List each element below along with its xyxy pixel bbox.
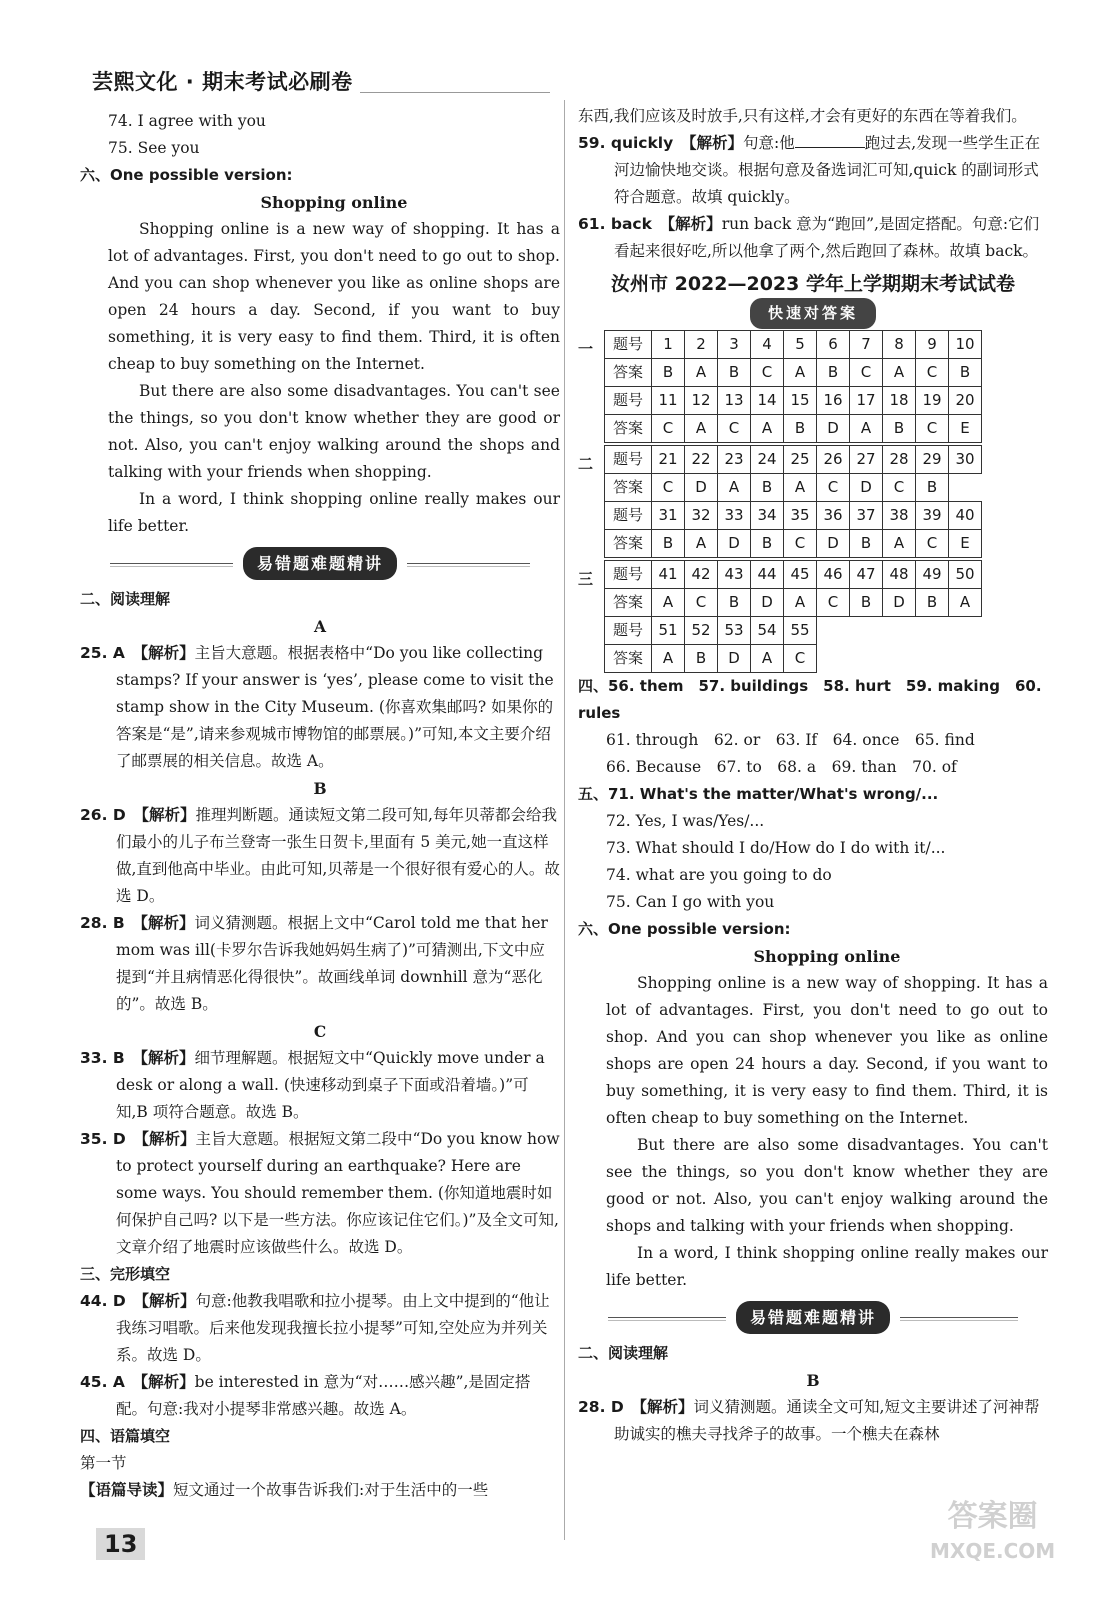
section-5-answer-73: 73. What should I do/How do I do with it/... — [606, 839, 946, 857]
answer-cell: 33 — [718, 502, 751, 530]
answer-section-label: 一 — [578, 340, 594, 358]
guide-continuation: 东西,我们应该及时放手,只有这样,才会有更好的东西在等着我们。 — [578, 107, 1027, 125]
answer-cell: 51 — [652, 617, 685, 645]
answer-cell: B — [652, 359, 685, 387]
answer-cell: C — [751, 359, 784, 387]
answer-cell: 16 — [817, 387, 850, 415]
answer-table-row — [605, 561, 982, 589]
answer-cell: A — [718, 474, 751, 502]
answer-cell: A — [685, 530, 718, 558]
answer-cell: 35 — [784, 502, 817, 530]
row-header-cell: 题号 — [605, 331, 652, 359]
section-5-answer-71: 五、71. What's the matter/What's wrong/... — [578, 785, 939, 803]
essay-left — [80, 189, 560, 540]
difficult-questions-banner — [80, 544, 560, 582]
section-4-answers-line-2: 61. through 62. or 63. If 64. once 65. find — [606, 731, 975, 749]
answer-section-2 — [578, 445, 1048, 558]
essay-right-paragraph-1: Shopping online is a new way of shopping. It has a lot of advantages. First, you don't need to go out to shop. And you can shop whenever you like as online shops are open 24 hours a day. Second, if you want to buy something, it is very easy to find them. Third, it is often cheap to buy something on the Internet. — [606, 974, 1048, 1127]
answer-cell: 38 — [883, 502, 916, 530]
answer-table-row — [605, 645, 982, 673]
answer-cell: B — [718, 359, 751, 387]
watermark-line-2: MXQE.COM — [930, 1539, 1056, 1563]
answer-cell: 14 — [751, 387, 784, 415]
answer-table — [604, 330, 982, 443]
answer-cell: C — [652, 474, 685, 502]
answer-cell: D — [751, 589, 784, 617]
row-header-cell: 题号 — [605, 502, 652, 530]
question-44: 44. D 【解析】句意:他教我唱歌和拉小提琴。由上文中提到的“他让我练习唱歌。后来他发现我擅长拉小提琴”可知,空处应为并列关系。故选 D。 — [80, 1292, 550, 1364]
exam-title: 汝州市 2022—2023 学年上学期期末考试试卷 — [611, 273, 1015, 295]
question-61: 61. back 【解析】run back 意为“跑回”,是固定搭配。句意:它们看起来很好吃,所以他拿了两个,然后跑回了森林。故填 back。 — [578, 215, 1040, 260]
row-header-cell: 题号 — [605, 561, 652, 589]
answer-cell: B — [751, 530, 784, 558]
answer-cell: E — [949, 415, 982, 443]
answer-cell: A — [784, 589, 817, 617]
page-header-title: 芸熙文化 · 期末考试必刷卷 — [92, 70, 353, 94]
answer-cell: C — [883, 474, 916, 502]
right-column — [578, 103, 1048, 1448]
answer-table — [604, 560, 982, 673]
question-35: 35. D 【解析】主旨大意题。根据短文第二段中“Do you know how to protect yourself during an earthquake? Here are some ways. You should remember them. (你知道地震时如何保护自己吗? 以下是一些方法。你应该记住它们。)”及全文可知,文章介绍了地震时应该做些什么。故选 D。 — [80, 1130, 560, 1256]
banner-label-right: 易错题难题精讲 — [736, 1301, 890, 1334]
answer-cell: 49 — [916, 561, 949, 589]
answer-cell: C — [784, 645, 817, 673]
answer-cell: 8 — [883, 331, 916, 359]
part-b-label-right: B — [806, 1371, 820, 1390]
part-b-label: B — [313, 779, 327, 798]
answer-table — [604, 445, 982, 558]
row-header-cell: 答案 — [605, 530, 652, 558]
answer-cell: 18 — [883, 387, 916, 415]
answer-cell: 31 — [652, 502, 685, 530]
answer-cell: A — [883, 530, 916, 558]
answer-cell: B — [784, 415, 817, 443]
answer-cell: 36 — [817, 502, 850, 530]
answer-cell: 17 — [850, 387, 883, 415]
answer-table-row — [605, 415, 982, 443]
answer-cell: 44 — [751, 561, 784, 589]
answer-cell: D — [817, 415, 850, 443]
answer-cell: 40 — [949, 502, 982, 530]
answer-cell: 30 — [949, 446, 982, 474]
answer-section-label: 三 — [578, 570, 594, 588]
answer-75: 75. See you — [108, 139, 200, 157]
answer-cell: 4 — [751, 331, 784, 359]
question-59: 59. quickly 【解析】句意:他 跑过去,发现一些学生正在河边愉快地交谈。根据句意及备选词汇可知,quick 的副词形式符合题意。故填 quickly。 — [578, 134, 1041, 206]
answer-cell: 29 — [916, 446, 949, 474]
answer-cell: 9 — [916, 331, 949, 359]
answer-cell: D — [850, 474, 883, 502]
answer-cell: B — [718, 589, 751, 617]
essay-right-paragraph-3: In a word, I think shopping online really makes our life better. — [606, 1244, 1048, 1289]
row-header-cell: 题号 — [605, 387, 652, 415]
section-5-answer-74: 74. what are you going to do — [606, 866, 832, 884]
answer-cell: 53 — [718, 617, 751, 645]
answer-cell: 20 — [949, 387, 982, 415]
header-rule — [360, 92, 550, 93]
answer-cell: C — [916, 415, 949, 443]
answer-cell: 21 — [652, 446, 685, 474]
row-header-cell: 题号 — [605, 446, 652, 474]
answer-cell: 6 — [817, 331, 850, 359]
row-header-cell: 题号 — [605, 617, 652, 645]
question-33: 33. B 【解析】细节理解题。根据短文中“Quickly move under a desk or along a wall. (快速移动到桌子下面或沿着墙。)”可知,B 项符合题意。故选 B。 — [80, 1049, 545, 1121]
answer-cell: C — [685, 589, 718, 617]
answer-cell: 12 — [685, 387, 718, 415]
answer-cell: 13 — [718, 387, 751, 415]
answer-cell: C — [916, 530, 949, 558]
answer-cell: 55 — [784, 617, 817, 645]
essay-right — [578, 943, 1048, 1294]
answer-cell: 27 — [850, 446, 883, 474]
answer-table-row — [605, 359, 982, 387]
answer-table-row — [605, 474, 982, 502]
question-45: 45. A 【解析】be interested in 意为“对……感兴趣”,是固定搭配。句意:我对小提琴非常感兴趣。故选 A。 — [80, 1373, 531, 1418]
answer-cell: A — [784, 474, 817, 502]
answer-table-row — [605, 446, 982, 474]
watermark-line-1: 答案圈 — [947, 1499, 1038, 1534]
row-header-cell: 答案 — [605, 589, 652, 617]
answer-cell: D — [718, 645, 751, 673]
section-2-heading: 二、阅读理解 — [80, 590, 171, 608]
row-header-cell: 答案 — [605, 415, 652, 443]
section-6-heading-right: 六、One possible version: — [578, 920, 791, 938]
answer-cell: 7 — [850, 331, 883, 359]
essay-title: Shopping online — [260, 193, 408, 212]
answer-cell: 25 — [784, 446, 817, 474]
answer-cell: 26 — [817, 446, 850, 474]
answer-cell: A — [685, 415, 718, 443]
answer-section-label: 二 — [578, 455, 594, 473]
banner-label: 易错题难题精讲 — [243, 547, 397, 580]
answer-cell: D — [685, 474, 718, 502]
answer-table-row — [605, 331, 982, 359]
answer-cell: 52 — [685, 617, 718, 645]
section-6-heading: 六、One possible version: — [80, 166, 293, 184]
answer-cell: A — [784, 359, 817, 387]
answer-74: 74. I agree with you — [108, 112, 266, 130]
answer-cell: B — [850, 589, 883, 617]
answer-cell: 45 — [784, 561, 817, 589]
watermark — [930, 1500, 1055, 1568]
section-2-heading-right: 二、阅读理解 — [578, 1344, 669, 1362]
answer-cell: C — [718, 415, 751, 443]
answer-cell: A — [652, 589, 685, 617]
answer-cell: C — [652, 415, 685, 443]
answer-cell: 50 — [949, 561, 982, 589]
answer-cell: B — [685, 645, 718, 673]
answer-cell: E — [949, 530, 982, 558]
section-4-answers-line-3: 66. Because 67. to 68. a 69. than 70. of — [606, 758, 957, 776]
answer-cell: B — [916, 589, 949, 617]
answer-cell: B — [883, 415, 916, 443]
answer-table-row — [605, 589, 982, 617]
answer-cell: 15 — [784, 387, 817, 415]
answer-cell: 48 — [883, 561, 916, 589]
answer-cell: A — [751, 415, 784, 443]
part-c-label: C — [313, 1022, 327, 1041]
section-5-answer-75: 75. Can I go with you — [606, 893, 775, 911]
answer-cell: A — [949, 589, 982, 617]
answer-cell: B — [652, 530, 685, 558]
answer-cell: 10 — [949, 331, 982, 359]
quick-answer-label: 快速对答案 — [750, 298, 876, 329]
answer-cell: A — [652, 645, 685, 673]
answer-cell: 22 — [685, 446, 718, 474]
question-28: 28. B 【解析】词义猜测题。根据上文中“Carol told me that her mom was ill(卡罗尔告诉我她妈妈生病了)”可猜测出,下文中应提到“并且病情恶化得很快”。故画线单词 downhill 意为“恶化的”。故选 B。 — [80, 914, 548, 1013]
answer-cell: B — [817, 359, 850, 387]
answer-table-row — [605, 387, 982, 415]
answer-table-row — [605, 530, 982, 558]
section-3-heading: 三、完形填空 — [80, 1265, 171, 1283]
passage-guide: 【语篇导读】短文通过一个故事告诉我们:对于生活中的一些 — [80, 1481, 489, 1499]
row-header-cell: 答案 — [605, 645, 652, 673]
answer-cell: 5 — [784, 331, 817, 359]
question-26: 26. D 【解析】推理判断题。通读短文第二段可知,每年贝蒂都会给我们最小的儿子布兰登寄一张生日贺卡,里面有 5 美元,她一直这样做,直到他高中毕业。由此可知,贝蒂是一个很好很有爱心的人。故选 D。 — [80, 806, 560, 905]
section-5-answer-72: 72. Yes, I was/Yes/... — [606, 812, 765, 830]
essay-right-paragraph-2: But there are also some disadvantages. You can't see the things, so you don't know whether they are good or not. Also, you can't enjoy walking around the shops and talking with your friends when shopping. — [606, 1136, 1048, 1235]
answer-cell: A — [751, 645, 784, 673]
answer-section-1 — [578, 330, 1048, 443]
section-4-answers-line-1: 四、56. them 57. buildings 58. hurt 59. making 60. rules — [578, 677, 1042, 722]
answer-cell: 23 — [718, 446, 751, 474]
essay-paragraph-2: But there are also some disadvantages. You can't see the things, so you don't know whether they are good or not. Also, you can't enjoy walking around the shops and talking with your friends when shopping. — [108, 382, 560, 481]
quick-answer-banner — [578, 298, 1048, 328]
question-25: 25. A 【解析】主旨大意题。根据表格中“Do you like collecting stamps? If your answer is ‘yes’, please come to visit the stamp show in the City Museum. (你喜欢集邮吗? 如果你的答案是“是”,请来参观城市博物馆的邮票展。)”可知,本文主要介绍了邮票展的相关信息。故选 A。 — [80, 644, 554, 770]
answer-cell: D — [718, 530, 751, 558]
answer-cell: A — [850, 415, 883, 443]
answer-cell: B — [850, 530, 883, 558]
page-number: 13 — [96, 1528, 145, 1560]
answer-cell: 47 — [850, 561, 883, 589]
answer-cell: 32 — [685, 502, 718, 530]
row-header-cell: 答案 — [605, 359, 652, 387]
answer-cell: 3 — [718, 331, 751, 359]
answer-cell: C — [916, 359, 949, 387]
answer-table-row — [605, 502, 982, 530]
answer-cell: B — [751, 474, 784, 502]
answer-cell: 37 — [850, 502, 883, 530]
answer-cell: 39 — [916, 502, 949, 530]
question-28-right: 28. D 【解析】词义猜测题。通读全文可知,短文主要讲述了河神帮助诚实的樵夫寻找斧子的故事。一个樵夫在森林 — [578, 1398, 1040, 1443]
answer-cell: 43 — [718, 561, 751, 589]
answer-cell: B — [949, 359, 982, 387]
answer-cell: D — [883, 589, 916, 617]
part-a-label: A — [313, 617, 327, 636]
answer-cell: 41 — [652, 561, 685, 589]
answer-cell: 19 — [916, 387, 949, 415]
answer-table-row — [605, 617, 982, 645]
row-header-cell: 答案 — [605, 474, 652, 502]
essay-title-right: Shopping online — [753, 947, 901, 966]
essay-paragraph-1: Shopping online is a new way of shopping. It has a lot of advantages. First, you don't need to go out to shop. And you can shop whenever you like as online shops are open 24 hours a day. Second, if you want to buy something, it is very easy to find them. Third, it is often cheap to buy something on the Internet. — [108, 220, 560, 373]
answer-cell: 11 — [652, 387, 685, 415]
answer-cell: D — [817, 530, 850, 558]
column-divider — [564, 100, 565, 1540]
answer-cell: B — [916, 474, 949, 502]
answer-cell: 2 — [685, 331, 718, 359]
answer-cell: C — [817, 474, 850, 502]
answer-cell: C — [817, 589, 850, 617]
subsection-1-label: 第一节 — [80, 1454, 127, 1472]
answer-cell: C — [850, 359, 883, 387]
difficult-questions-banner-right — [578, 1298, 1048, 1336]
answer-cell: 1 — [652, 331, 685, 359]
answer-key-tables — [578, 330, 1048, 673]
answer-cell: A — [883, 359, 916, 387]
answer-cell: A — [685, 359, 718, 387]
left-column — [80, 108, 560, 1504]
answer-section-3 — [578, 560, 1048, 673]
answer-cell: 42 — [685, 561, 718, 589]
answer-cell: 24 — [751, 446, 784, 474]
answer-cell: 34 — [751, 502, 784, 530]
blank-line — [795, 147, 865, 148]
section-4-heading: 四、语篇填空 — [80, 1427, 171, 1445]
answer-cell: C — [784, 530, 817, 558]
answer-cell: 28 — [883, 446, 916, 474]
answer-cell: 54 — [751, 617, 784, 645]
essay-paragraph-3: In a word, I think shopping online really makes our life better. — [108, 490, 560, 535]
answer-cell: 46 — [817, 561, 850, 589]
